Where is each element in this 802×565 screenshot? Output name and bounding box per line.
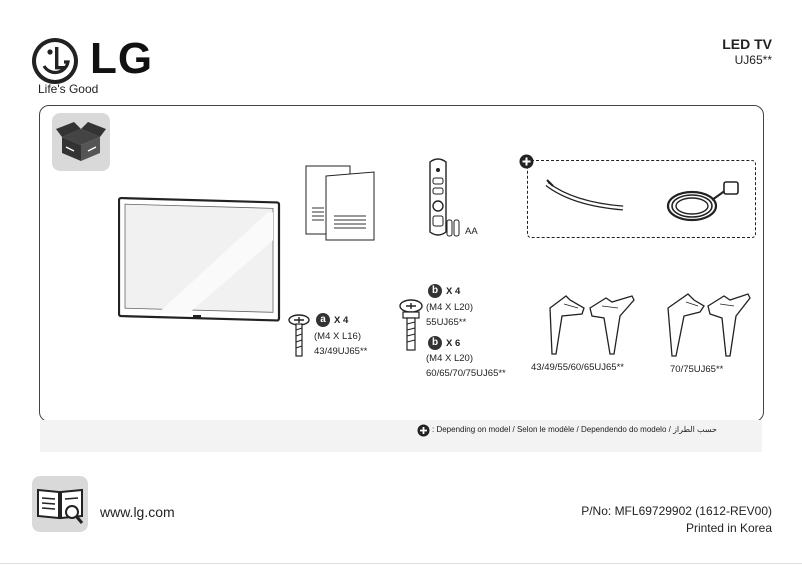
screw-a-qty: X 4	[334, 315, 349, 326]
magic-remote-icon	[422, 156, 466, 238]
cable-holder-icon	[543, 178, 627, 218]
screw-b-icon	[398, 298, 424, 354]
battery-label: AA	[465, 226, 478, 237]
power-cord-icon	[664, 176, 742, 226]
manual-book-search-icon	[32, 476, 88, 532]
screw-b2-models: 60/65/70/75UJ65**	[426, 368, 506, 379]
brand-tagline: Life's Good	[38, 82, 99, 96]
screw-b1-models: 55UJ65**	[426, 317, 467, 328]
stand-2-icon	[664, 292, 752, 362]
screw-b2-badge: b	[428, 336, 442, 350]
stand-2-models: 70/75UJ65**	[670, 364, 724, 375]
screw-a-icon	[288, 312, 310, 360]
tv-illustration	[118, 196, 282, 322]
optional-plus-icon	[519, 154, 534, 169]
open-box-icon	[52, 113, 110, 171]
footnote-text: : Depending on model / Selon le modèle / Dependendo do modelo / حسب الطراز	[432, 425, 717, 434]
product-model: UJ65**	[734, 53, 772, 67]
stand-1-models: 43/49/55/60/65UJ65**	[531, 362, 624, 373]
screw-a-spec: (M4 X L16)	[314, 331, 361, 342]
screw-b2-spec: (M4 X L20)	[426, 353, 473, 364]
brand-wordmark: LG	[90, 34, 154, 83]
website-link[interactable]: www.lg.com	[100, 504, 175, 520]
screw-b2-qty: X 6	[446, 338, 461, 349]
manual-documents-icon	[304, 164, 378, 244]
screw-a-badge: a	[316, 313, 330, 327]
product-title: LED TV	[722, 36, 772, 52]
screw-a-models: 43/49UJ65**	[314, 346, 368, 357]
screw-b1-spec: (M4 X L20)	[426, 302, 473, 313]
screw-b1-badge: b	[428, 284, 442, 298]
screw-b1-qty: X 4	[446, 286, 461, 297]
footnote-plus-icon	[417, 424, 430, 437]
stand-1-icon	[544, 294, 636, 360]
box-contents-tile	[52, 113, 110, 171]
part-number: P/No: MFL69729902 (1612-REV00)	[581, 504, 772, 518]
printed-in: Printed in Korea	[685, 521, 772, 535]
manual-tile	[32, 476, 88, 532]
lg-face-icon	[30, 36, 80, 86]
bottom-divider	[0, 563, 802, 564]
